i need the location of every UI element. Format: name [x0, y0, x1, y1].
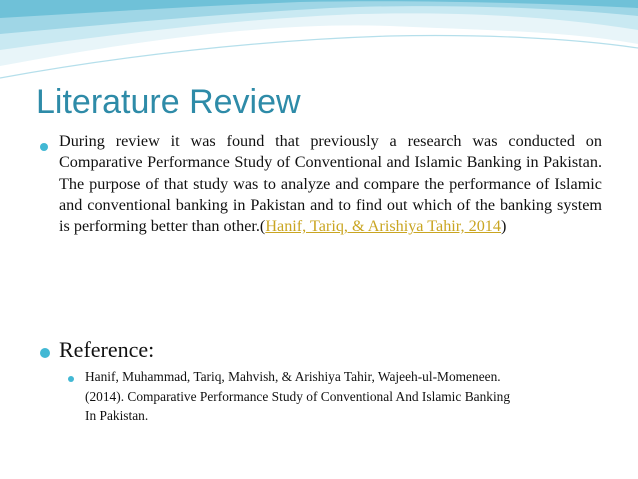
- slide-title: Literature Review: [36, 83, 301, 121]
- reference-line: (2014). Comparative Performance Study of Conventional And Islamic Banking: [85, 388, 511, 404]
- reference-heading: Reference:: [59, 337, 155, 362]
- reference-line: In Pakistan.: [85, 408, 149, 423]
- paragraph-closing: ): [501, 217, 507, 236]
- paragraph-text: During review it was found that previously a research was conducted on Comparative Performance Study of Conventional and Islamic Banking in Pakistan. The purpose of that study was to analyze and compare the performance of Islamic and conventional banking in Pakistan and to find out which of the banking system is performing better than other.(: [59, 132, 602, 236]
- review-paragraph: [59, 131, 602, 237]
- reference-entry: [85, 367, 605, 426]
- bullet-icon: [40, 143, 48, 151]
- sub-bullet-icon: [68, 376, 74, 382]
- citation-link[interactable]: Hanif, Tariq, & Arishiya Tahir, 2014: [265, 217, 501, 236]
- reference-line: Hanif, Muhammad, Tariq, Mahvish, & Arishiya Tahir, Wajeeh-ul-Momeneen.: [85, 369, 501, 384]
- bullet-icon: [40, 348, 50, 358]
